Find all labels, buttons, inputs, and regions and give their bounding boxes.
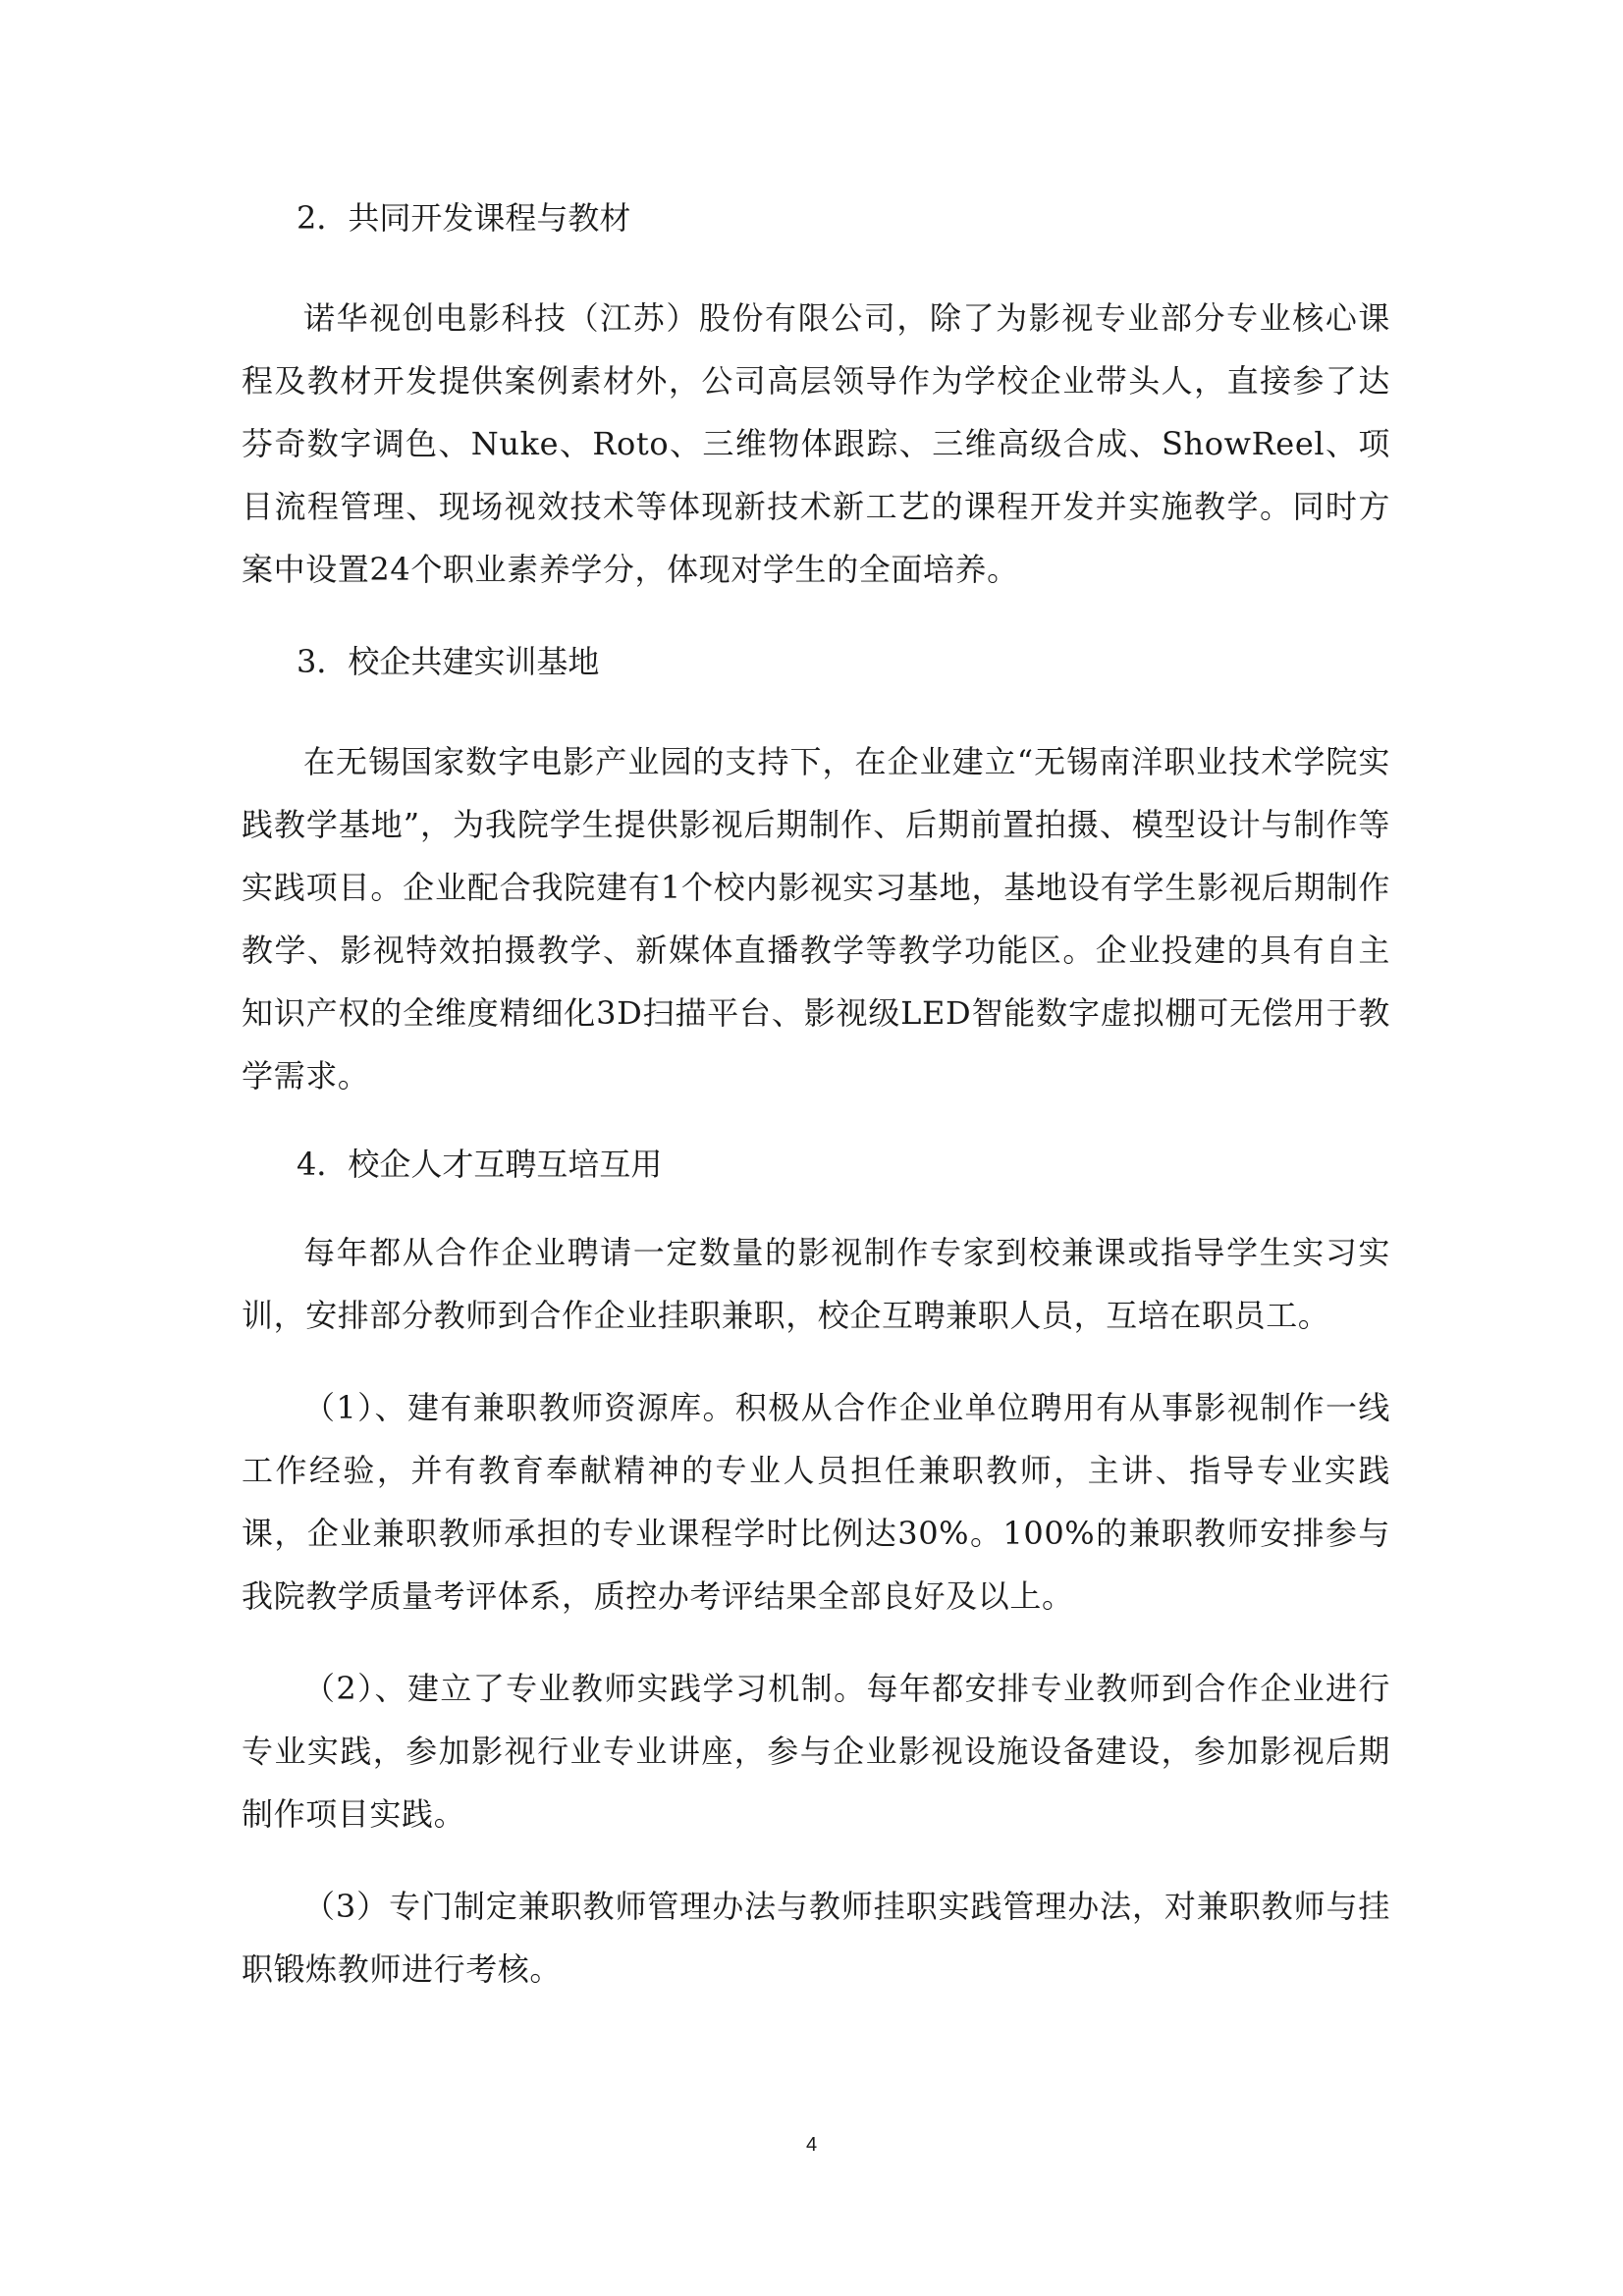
paragraph: 每年都从合作企业聘请一定数量的影视制作专家到校兼课或指导学生实习实训，安排部分教师到合作企业挂职兼职，校企互聘兼职人员，互培在职员工。: [242, 1234, 1390, 1334]
paragraph: 诺华视创电影科技（江苏）股份有限公司，除了为影视专业部分专业核心课程及教材开发提供案例素材外，公司高层领导作为学校企业带头人，直接参了达芬奇数字调色、Nuke、Roto、三维物体跟踪、三维高级合成、ShowReel、项目流程管理、现场视效技术等体现新技术新工艺的课程开发并实施教学。同时方案中设置24个职业素养学分，体现对学生的全面培养。: [242, 299, 1390, 588]
paragraph: （2）、建立了专业教师实践学习机制。每年都安排专业教师到合作企业进行专业实践，参加影视行业专业讲座，参与企业影视设施设备建设，参加影视后期制作项目实践。: [242, 1670, 1390, 1833]
section-course-development: [242, 187, 1390, 601]
section-heading: 3．校企共建实训基地: [297, 643, 600, 680]
paragraph: （3）专门制定兼职教师管理办法与教师挂职实践管理办法，对兼职教师与挂职锻炼教师进行考核。: [242, 1888, 1390, 1988]
section-heading: 4．校企人才互聘互培互用: [297, 1146, 663, 1183]
paragraph: 在无锡国家数字电影产业园的支持下，在企业建立“无锡南洋职业技术学院实践教学基地”，为我院学生提供影视后期制作、后期前置拍摄、模型设计与制作等实践项目。企业配合我院建有1个校内影视实习基地，基地设有学生影视后期制作教学、影视特效拍摄教学、新媒体直播教学等教学功能区。企业投建的具有自主知识产权的全维度精细化3D扫描平台、影视级LED智能数字虚拟棚可无偿用于教学需求。: [242, 743, 1390, 1095]
page-content: [242, 187, 1390, 2030]
section-heading: 2．共同开发课程与教材: [297, 199, 631, 237]
section-talent-exchange: [242, 1133, 1390, 2001]
paragraph: （1）、建有兼职教师资源库。积极从合作企业单位聘用有从事影视制作一线工作经验，并有教育奉献精神的专业人员担任兼职教师，主讲、指导专业实践课，企业兼职教师承担的专业课程学时比例达30%。100%的兼职教师安排参与我院教学质量考评体系，质控办考评结果全部良好及以上。: [242, 1389, 1390, 1615]
page-number: 4: [805, 2134, 818, 2156]
section-training-base: [242, 630, 1390, 1107]
